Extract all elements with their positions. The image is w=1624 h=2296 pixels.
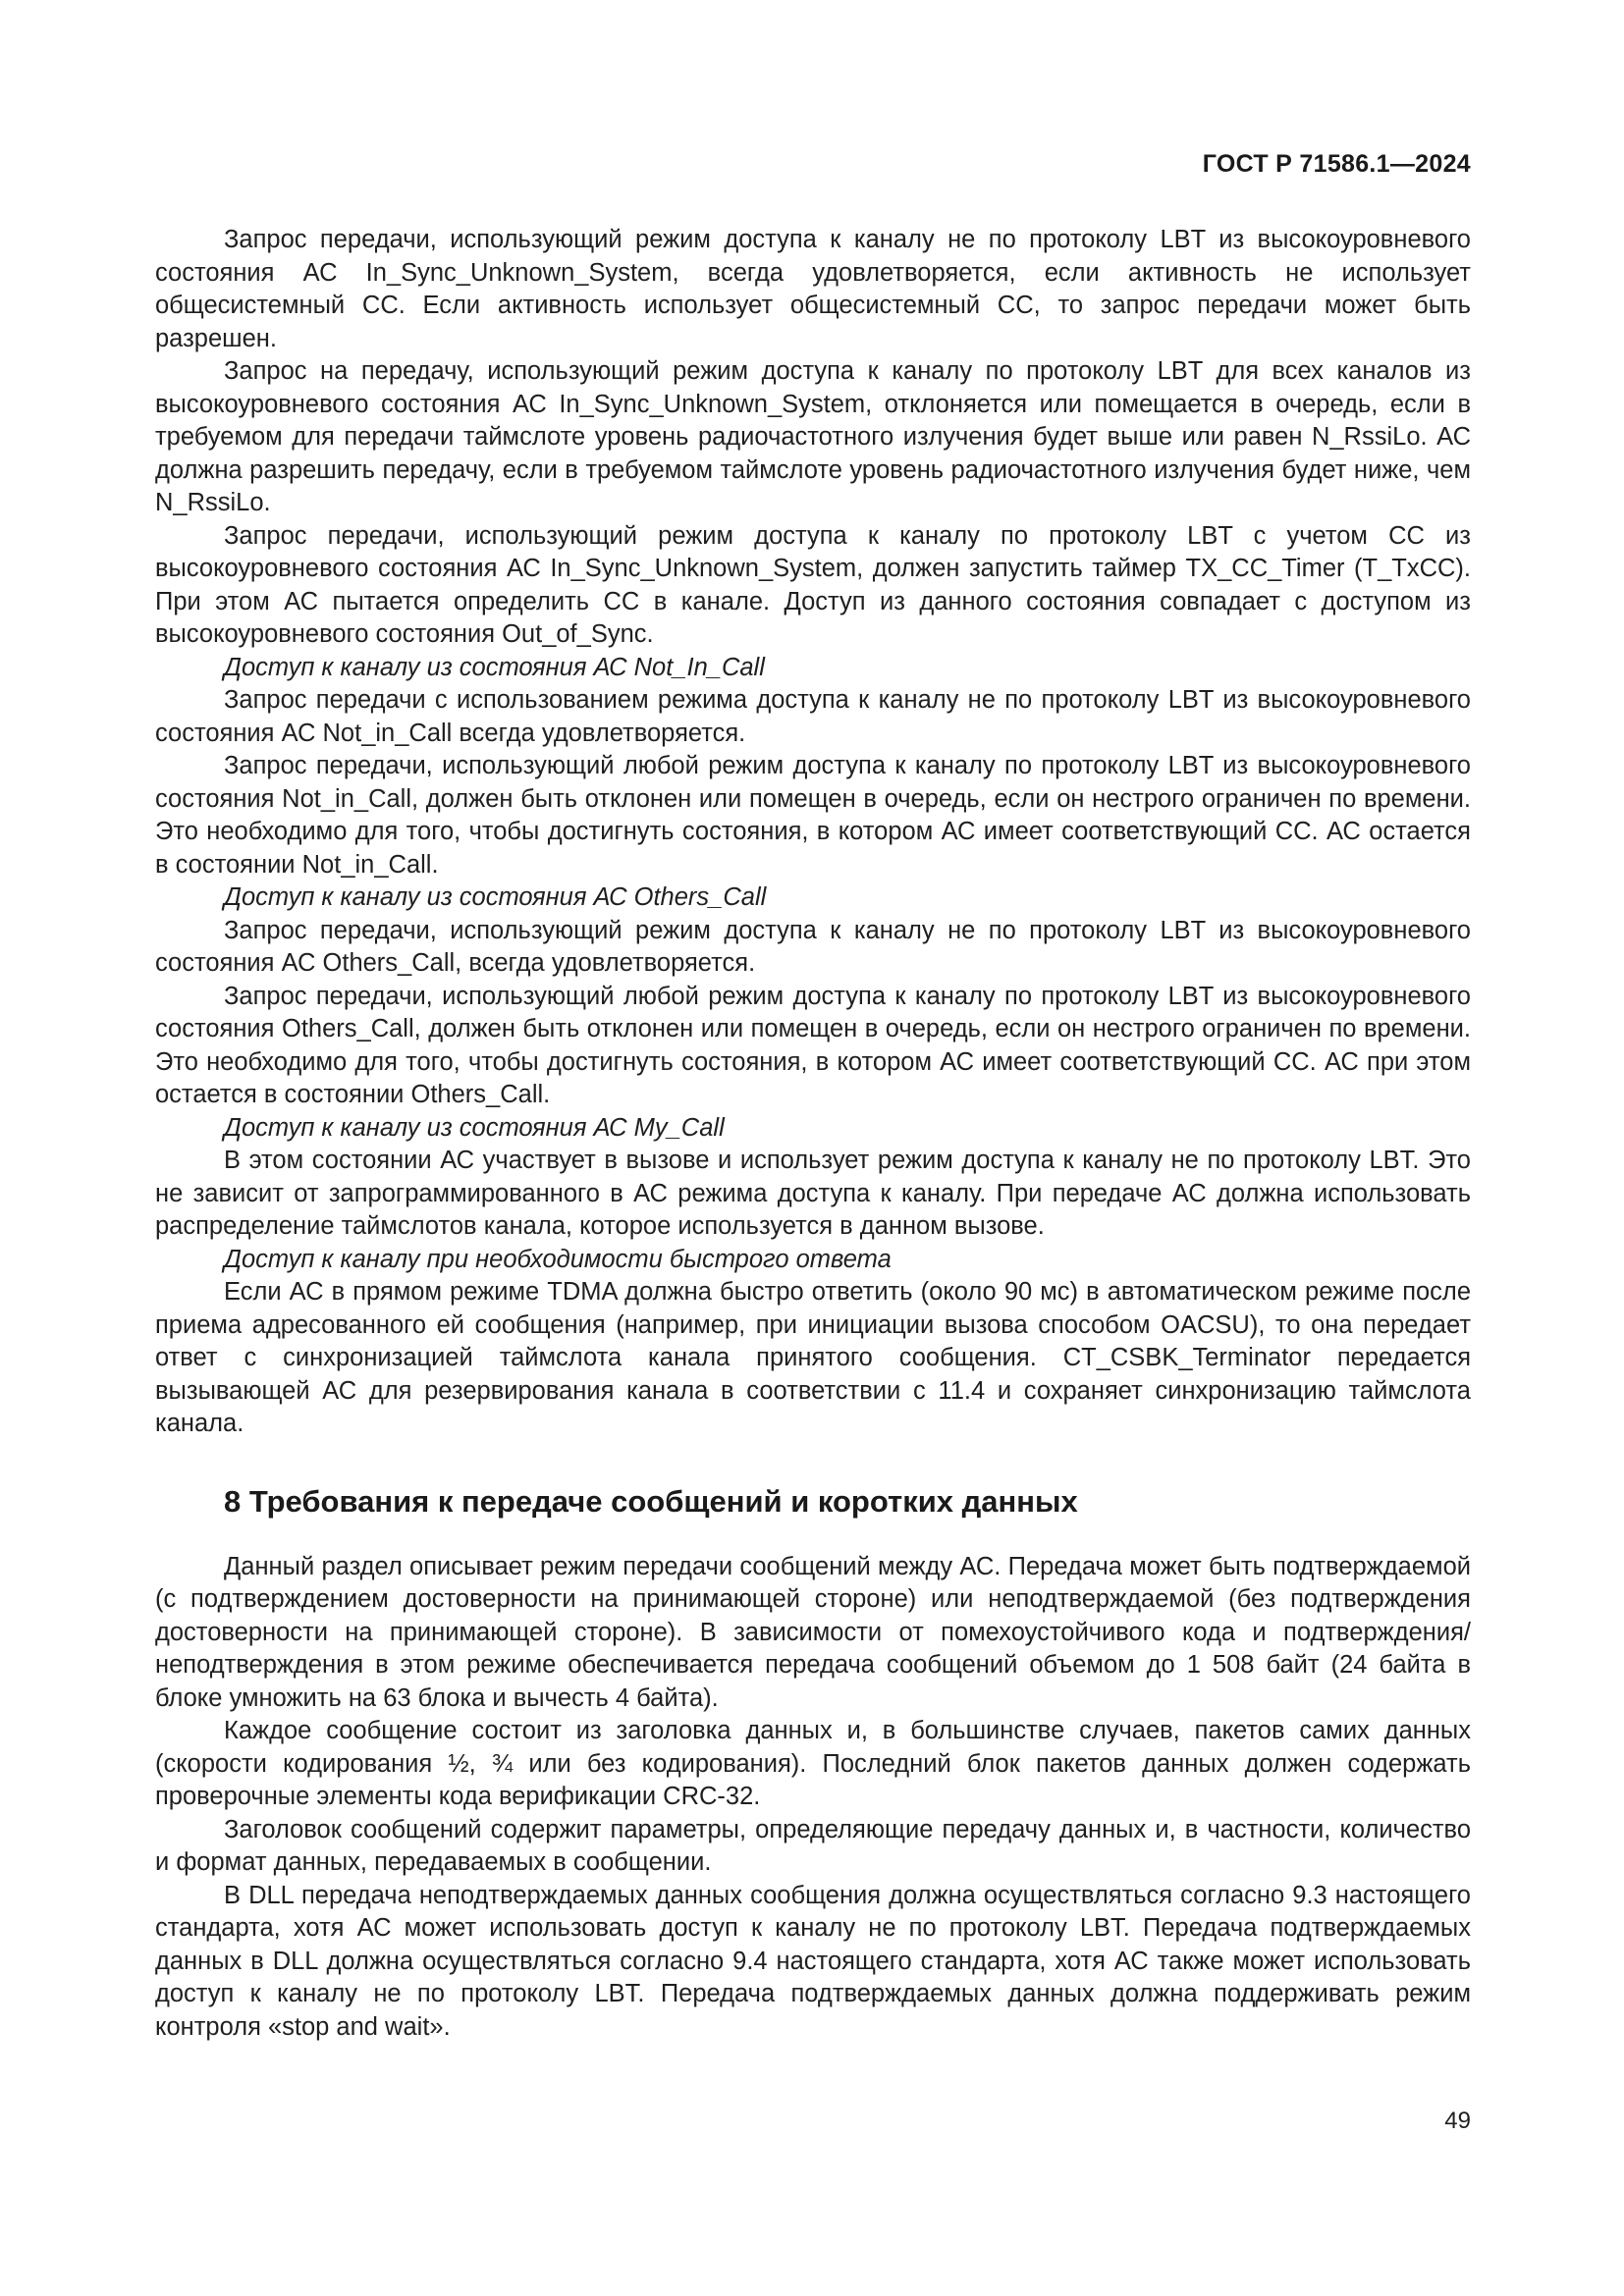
document-header-standard-id: ГОСТ Р 71586.1—2024 — [1202, 150, 1471, 178]
paragraph: Если АС в прямом режиме TDMA должна быстро ответить (около 90 мс) в автоматическом режиме после приема адресованного ей сообщения (например, при инициации вызова способом OACSU), то она передает ответ с синхронизацией таймслота канала принятого сообщения. CT_CSBK_Terminator передается вызывающей АС для резервирования канала в соответствии с 11.4 и сохраняет синхронизацию таймслота канала. — [155, 1278, 1471, 1437]
paragraph: Данный раздел описывает режим передачи сообщений между АС. Передача может быть подтверждаемой (с подтверждением достоверности на принимающей стороне) или неподтверждаемой (без подтверждения достоверности на принимающей стороне). В зависимости от помехоустойчивого кода и подтверждения/неподтверждения в этом режиме обеспечивается передача сообщений объемом до 1 508 байт (24 байта в блоке умножить на 63 блока и вычесть 4 байта). — [155, 1552, 1471, 1712]
subsection-heading: Доступ к каналу из состояния АС My_Call — [224, 1113, 725, 1142]
paragraph: Запрос передачи, использующий любой режим доступа к каналу по протоколу LBT из высокоуровневого состояния Not_in_Call, должен быть отклонен или помещен в очередь, если он нестрого ограничен по времени. Это необходимо для того, чтобы достигнуть состояния, в котором АС имеет соответствующий СС. АС остается в состоянии Not_in_Call. — [155, 752, 1471, 879]
paragraph: В этом состоянии АС участвует в вызове и использует режим доступа к каналу не по протоколу LBT. Это не зависит от запрограммированного в АС режима доступа к каналу. При передаче АС должна использовать распределение таймслотов канала, которое используется в данном вызове. — [155, 1147, 1471, 1240]
paragraph: Запрос передачи с использованием режима доступа к каналу не по протоколу LBT из высокоуровневого состояния АС Not_in_Call всегда удовлетворяется. — [155, 686, 1471, 747]
paragraph: Заголовок сообщений содержит параметры, определяющие передачу данных и, в частности, количество и формат данных, передаваемых в сообщении. — [155, 1815, 1471, 1876]
subsection-heading: Доступ к каналу при необходимости быстрого ответа — [224, 1245, 892, 1273]
page-content — [155, 224, 1471, 2044]
paragraph: Запрос передачи, использующий режим доступа к каналу не по протоколу LBT из высокоуровневого состояния АС In_Sync_Unknown_System, всегда удовлетворяется, если активность не использует общесистемный СС. Если активность использует общесистемный СС, то запрос передачи может быть разрешен. — [155, 226, 1471, 352]
paragraph: Каждое сообщение состоит из заголовка данных и, в большинстве случаев, пакетов самих данных (скорости кодирования ½, ¾ или без кодирования). Последний блок пакетов данных должен содержать проверочные элементы кода верификации CRC-32. — [155, 1717, 1471, 1810]
subsection-heading: Доступ к каналу из состояния АС Others_Call — [224, 883, 767, 911]
paragraph: Запрос передачи, использующий режим доступа к каналу не по протоколу LBT из высокоуровневого состояния АС Others_Call, всегда удовлетворяется. — [155, 916, 1471, 977]
paragraph: В DLL передача неподтверждаемых данных сообщения должна осуществляться согласно 9.3 настоящего стандарта, хотя АС может использовать доступ к каналу не по протоколу LBT. Передача подтверждаемых данных в DLL должна осуществляться согласно 9.4 настоящего стандарта, хотя АС также может использовать доступ к каналу не по протоколу LBT. Передача подтверждаемых данных должна поддерживать режим контроля «stop and wait». — [155, 1881, 1471, 2041]
section-8-title: 8 Требования к передаче сообщений и коротких данных — [224, 1483, 1078, 1519]
paragraph: Запрос передачи, использующий режим доступа к каналу по протоколу LBT с учетом СС из высокоуровневого состояния АС In_Sync_Unknown_System, должен запустить таймер TX_CC_Timer (T_TxCC). При этом АС пытается определить СС в канале. Доступ из данного состояния совпадает с доступом из высокоуровневого состояния Out_of_Sync. — [155, 521, 1471, 648]
page-number: 49 — [1444, 2108, 1471, 2134]
subsection-heading: Доступ к каналу из состояния АС Not_In_Call — [224, 653, 765, 681]
paragraph: Запрос на передачу, использующий режим доступа к каналу по протоколу LBT для всех каналов из высокоуровневого состояния АС In_Sync_Unknown_System, отклоняется или помещается в очередь, если в требуемом для передачи таймслоте уровень радиочастотного излучения будет выше или равен N_RssiLo. АС должна разрешить передачу, если в требуемом таймслоте уровень радиочастотного излучения будет ниже, чем N_RssiLo. — [155, 357, 1471, 516]
paragraph: Запрос передачи, использующий любой режим доступа к каналу по протоколу LBT из высокоуровневого состояния Others_Call, должен быть отклонен или помещен в очередь, если он нестрого ограничен по времени. Это необходимо для того, чтобы достигнуть состояния, в котором АС имеет соответствующий СС. АС при этом остается в состоянии Others_Call. — [155, 982, 1471, 1108]
